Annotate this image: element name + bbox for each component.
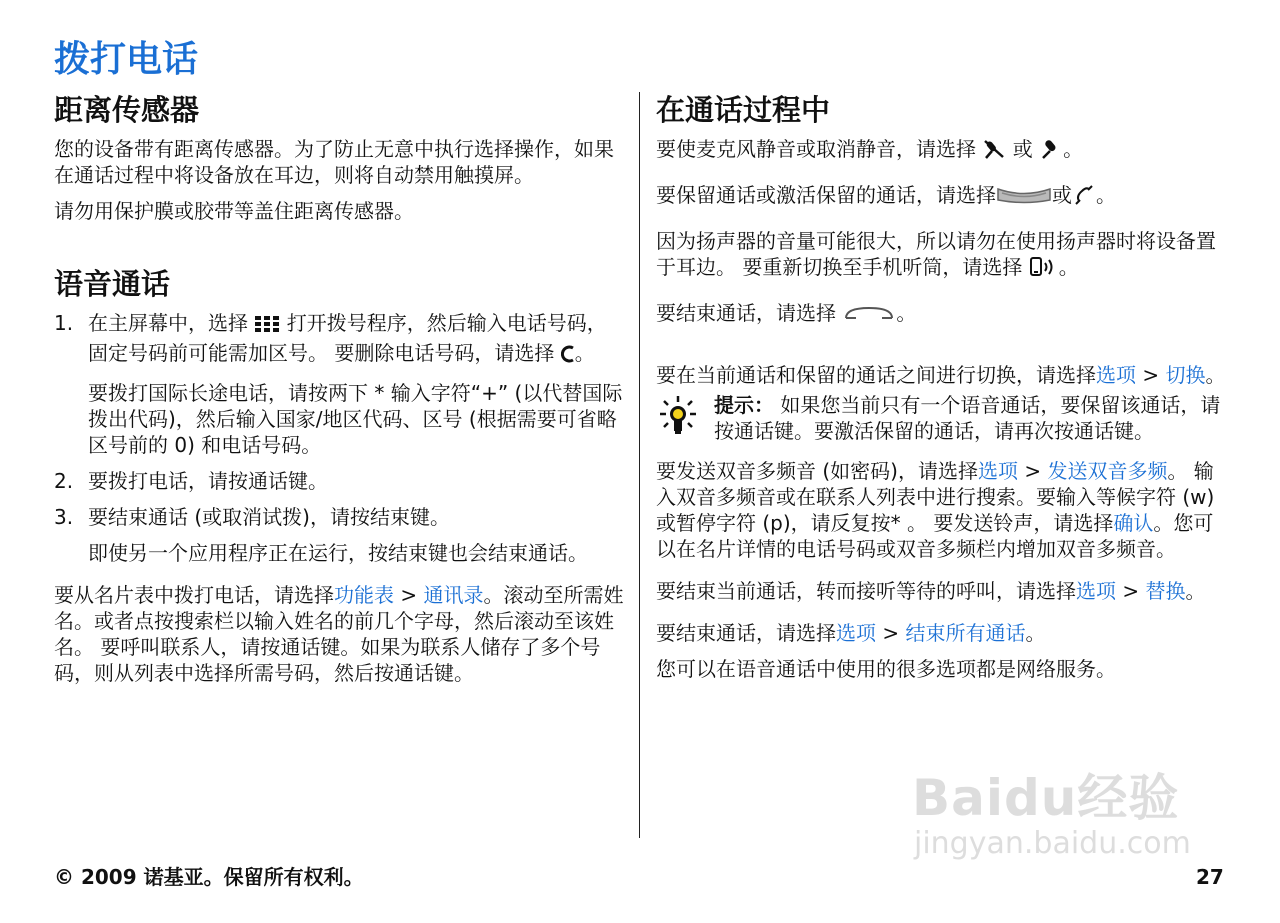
end-all-paragraph: 要结束通话，请选择选项 > 结束所有通话。 xyxy=(656,621,1046,645)
confirm-link[interactable]: 确认 xyxy=(1113,511,1154,535)
lightbulb-icon xyxy=(656,392,714,444)
copyright: © 2009 诺基亚。保留所有权利。 xyxy=(54,865,364,889)
list-item-1 xyxy=(54,310,624,370)
end-call-icon xyxy=(842,302,896,330)
network-service-note: 您可以在语音通话中使用的很多选项都是网络服务。 xyxy=(656,657,1116,681)
speaker-paragraph: 因为扬声器的音量可能很大，所以请勿在使用扬声器时将设备置于耳边。 要重新切换至手机听筒，请选择 。 xyxy=(656,228,1228,284)
list-text: 在主屏幕中，选择 xyxy=(88,311,255,335)
watermark-url: jingyan.baidu.com xyxy=(914,826,1191,861)
list-item-3 xyxy=(54,504,624,530)
send-dtmf-link[interactable]: 发送双音多频 xyxy=(1047,459,1168,483)
section-heading-proximity: 距离传感器 xyxy=(54,93,200,127)
options-link[interactable]: 选项 xyxy=(977,459,1018,483)
section-heading-voice-call: 语音通话 xyxy=(54,267,171,301)
handset-icon xyxy=(1072,184,1096,212)
proximity-warning: 请勿用保护膜或胶带等盖住距离传感器。 xyxy=(54,199,414,223)
proximity-paragraph: 您的设备带有距离传感器。为了防止无意中执行选择操作，如果在通话过程中将设备放在耳边，则将自动禁用触摸屏。 xyxy=(54,137,614,187)
tip-box xyxy=(656,392,1228,444)
mic-icon xyxy=(1039,138,1063,166)
list-item-2 xyxy=(54,468,624,494)
international-call-note: 要拨打国际长途电话，请按两下 * 输入字符“+” (以代替国际拨出代码)，然后输入国家/地区代码、区号 (根据需要可省略区号前的 0) 和电话号码。 xyxy=(88,381,623,457)
contacts-paragraph: 要从名片表中拨打电话，请选择功能表 > 通讯录。滚动至所需姓名。或者点按搜索栏以输入姓名的前几个字母，然后滚动至该姓名。 要呼叫联系人，请按通话键。如果为联系人储存了多个号码，则从列表中选择所需号码，然后按通话键。 xyxy=(54,583,624,685)
tip-text: 如果您当前只有一个语音通话，要保留该通话，请按通话键。要激活保留的通话，请再次按通话键。 xyxy=(714,393,1221,443)
switch-paragraph: 要在当前通话和保留的通话之间进行切换，请选择选项 > 切换。 xyxy=(656,363,1226,387)
left-column xyxy=(54,90,624,686)
replace-paragraph: 要结束当前通话，转而接听等待的呼叫，请选择选项 > 替换。 xyxy=(656,579,1206,603)
hold-paragraph: 要保留通话或激活保留的通话，请选择 或 。 xyxy=(656,182,1228,212)
menu-link[interactable]: 功能表 xyxy=(334,583,394,607)
column-divider xyxy=(639,92,640,838)
handset-speaker-icon xyxy=(1029,256,1059,284)
mute-paragraph: 要使麦克风静音或取消静音，请选择 或 。 xyxy=(656,136,1228,166)
list-number: 3. xyxy=(54,505,74,529)
list-text: 。 xyxy=(574,341,595,365)
page-number: 27 xyxy=(1196,865,1224,889)
list-number: 2. xyxy=(54,469,74,493)
options-link[interactable]: 选项 xyxy=(1096,363,1136,387)
list-text: 要拨打电话，请按通话键。 xyxy=(88,469,328,493)
options-link[interactable]: 选项 xyxy=(1076,579,1116,603)
baidu-watermark xyxy=(912,770,1212,880)
end-call-paragraph: 要结束通话，请选择 。 xyxy=(656,300,1228,330)
dialer-grid-icon xyxy=(254,314,280,340)
watermark-logo-text: Baidu经验 xyxy=(912,769,1180,827)
list-number: 1. xyxy=(54,311,74,335)
section-heading-during-call: 在通话过程中 xyxy=(656,93,831,127)
end-all-calls-link[interactable]: 结束所有通话 xyxy=(905,621,1026,645)
hold-call-icon xyxy=(996,184,1052,212)
list-text: 打开拨号程序，然后输入电话号码，固定号码前可能需加区号。 要删除电话号码，请选择 xyxy=(88,311,607,365)
end-key-note: 即使另一个应用程序正在运行，按结束键也会结束通话。 xyxy=(88,541,588,565)
list-text: 要结束通话 (或取消试拨)，请按结束键。 xyxy=(88,505,450,529)
clear-c-icon xyxy=(561,344,575,370)
options-link[interactable]: 选项 xyxy=(836,621,876,645)
replace-link[interactable]: 替换 xyxy=(1145,579,1186,603)
right-column xyxy=(656,90,1228,682)
switch-link[interactable]: 切换 xyxy=(1165,363,1206,387)
dtmf-paragraph: 要发送双音多频音 (如密码)，请选择选项 > 发送双音多频。 输入双音多频音或在联系人列表中进行搜索。要输入等候字符 (w) 或暂停字符 (p)，请反复按* 。 要发送铃声，请选择确认。您可以在名片详情的电话号码或双音多频栏内增加双音多频音。 xyxy=(656,459,1215,561)
page-title: 拨打电话 xyxy=(54,39,199,80)
mic-mute-icon xyxy=(982,138,1006,166)
tip-label: 提示： xyxy=(714,393,774,417)
contacts-link[interactable]: 通讯录 xyxy=(423,583,484,607)
